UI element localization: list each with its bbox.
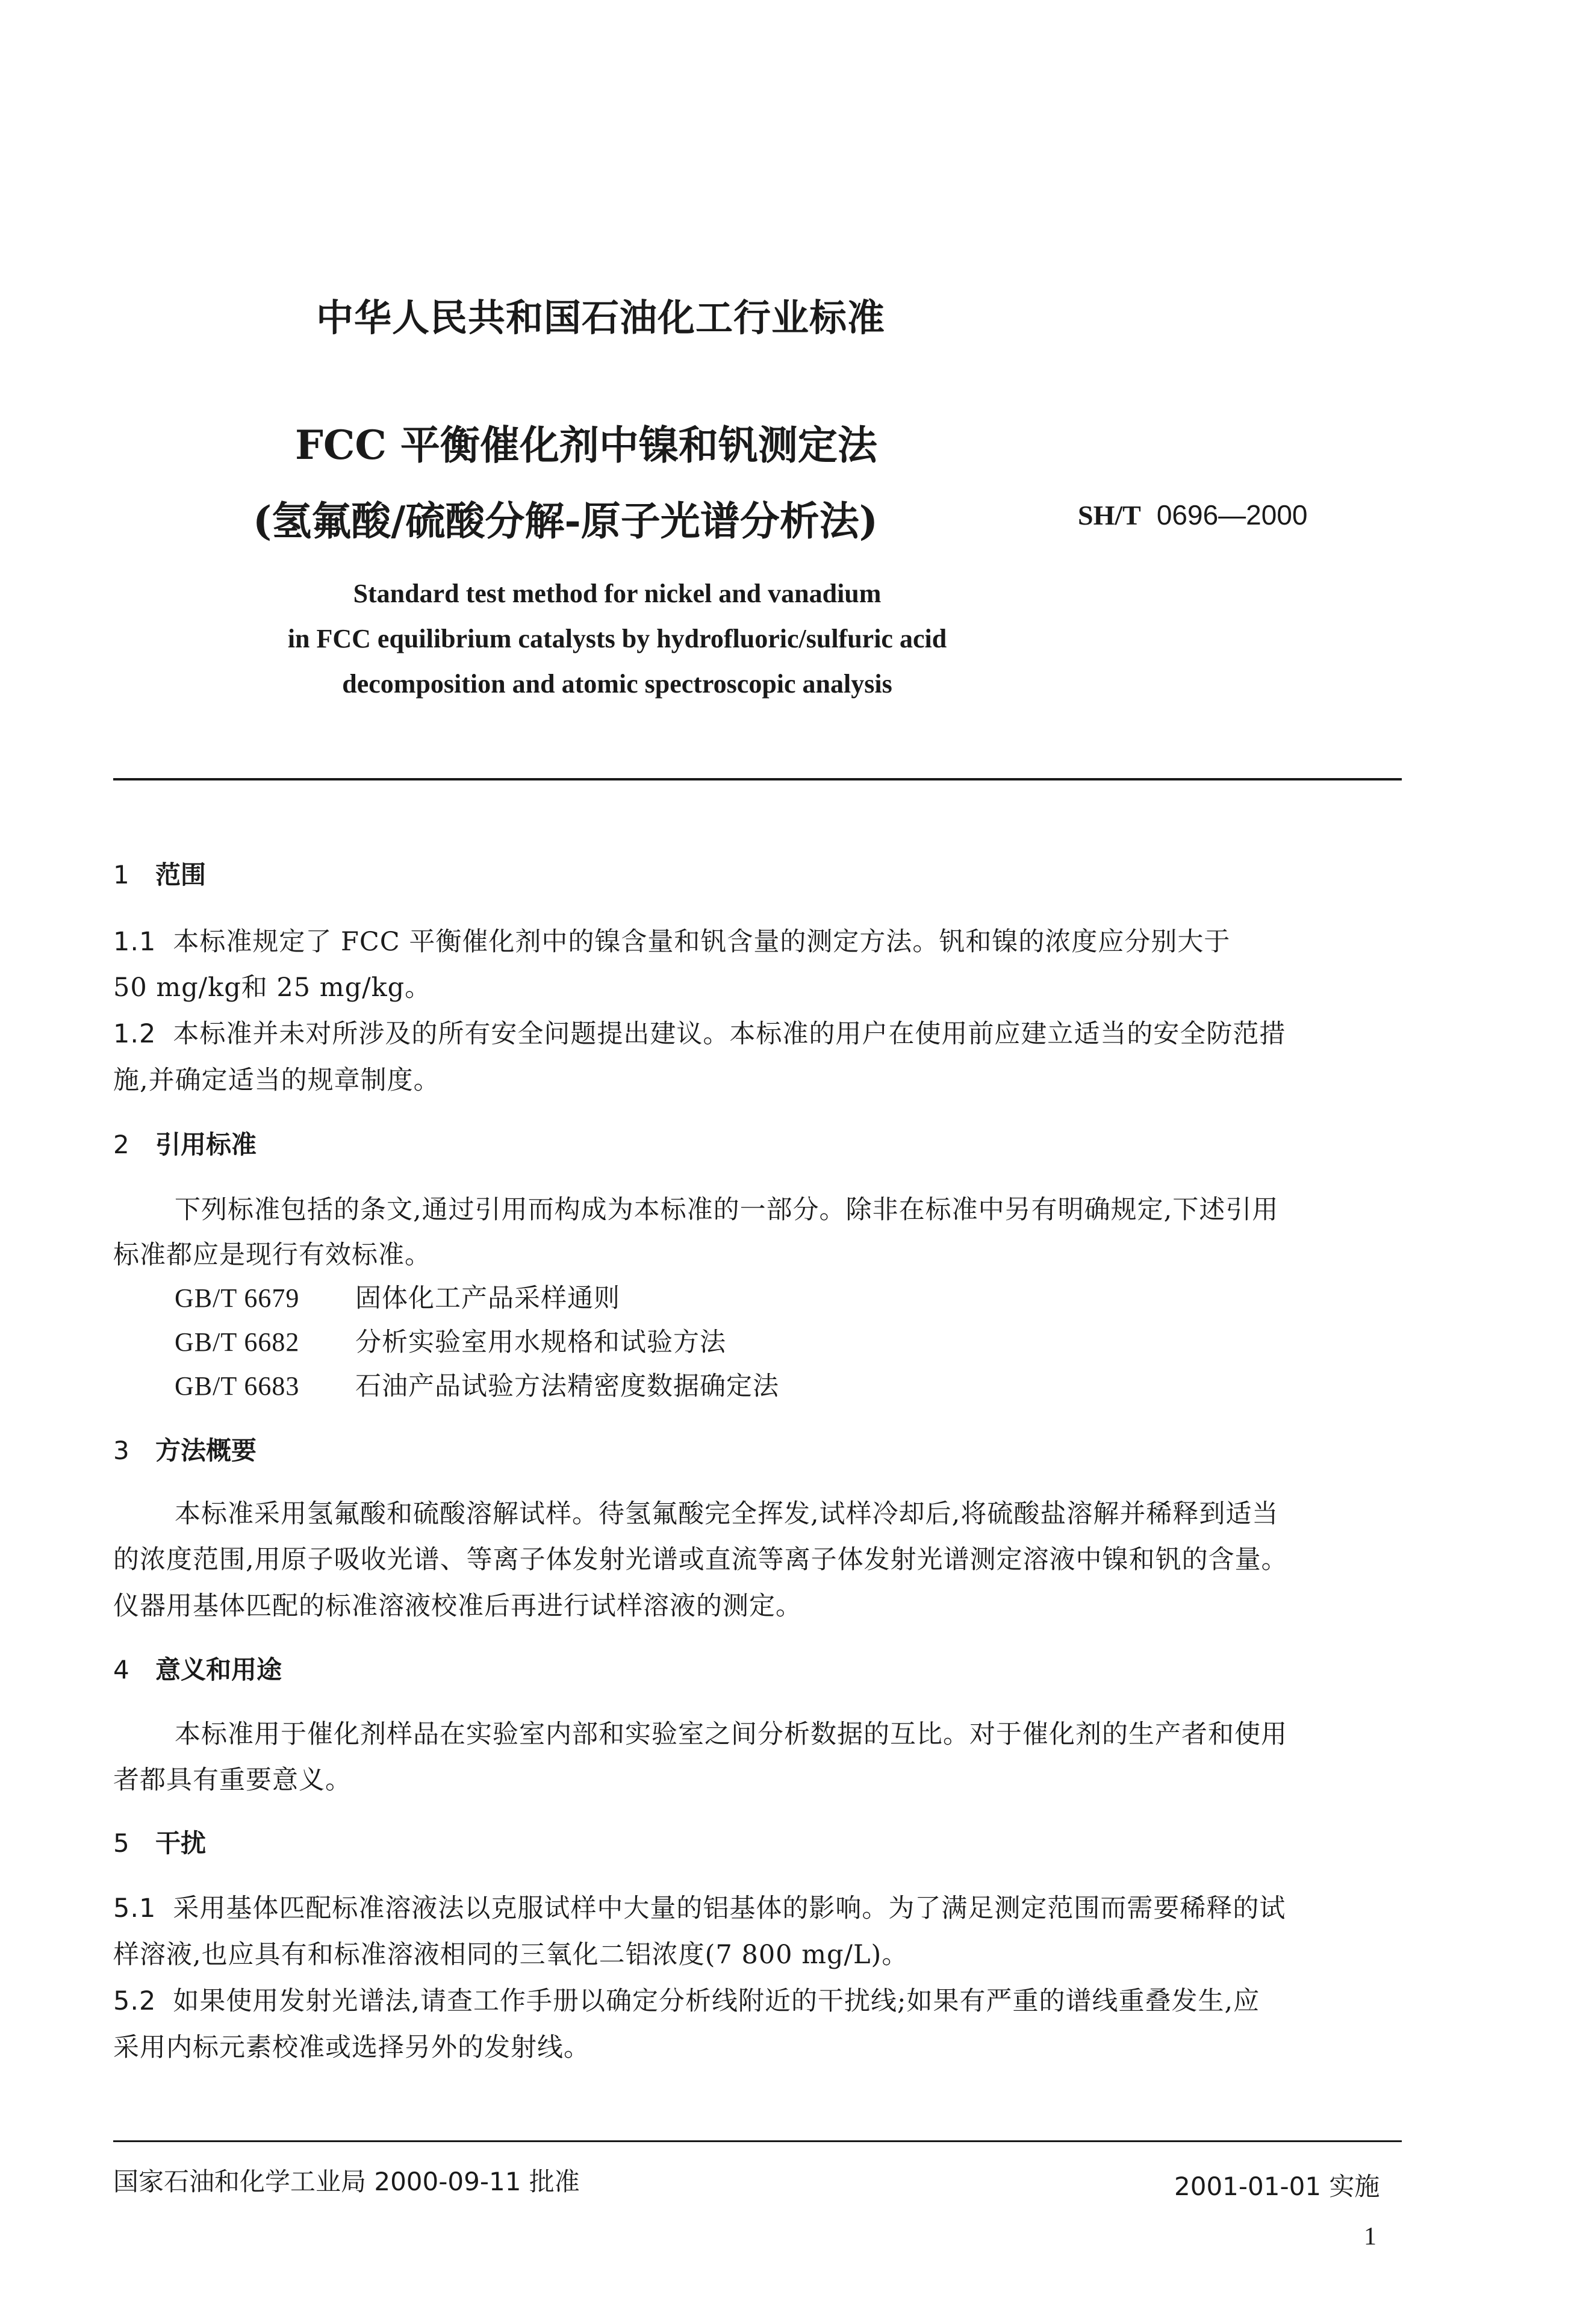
reference-code: GB/T 6682 bbox=[175, 1327, 300, 1357]
page-number: 1 bbox=[1364, 2223, 1376, 2251]
clause-number: 1.2 bbox=[113, 1019, 157, 1049]
reference-code: GB/T 6683 bbox=[175, 1371, 300, 1401]
clause-text: 如果使用发射光谱法,请查工作手册以确定分析线附近的干扰线;如果有严重的谱线重叠发生,应 bbox=[173, 1986, 1260, 2016]
clause-5-2-line1 bbox=[113, 1981, 1260, 2017]
title-en-line3: decomposition and atomic spectroscopic analysis bbox=[342, 669, 892, 699]
title-cn-line1: FCC 平衡催化剂中镍和钒测定法 bbox=[295, 422, 877, 469]
section-title: 干扰 bbox=[155, 1828, 207, 1858]
section-title: 范围 bbox=[155, 860, 207, 889]
section-4-heading bbox=[113, 1650, 282, 1686]
section-5-heading bbox=[113, 1824, 206, 1860]
clause-number: 5.1 bbox=[113, 1893, 157, 1924]
standard-code: 0696—2000 bbox=[1156, 499, 1308, 531]
section-1-heading bbox=[113, 855, 206, 891]
reference-code: GB/T 6679 bbox=[175, 1283, 300, 1313]
section-3-heading bbox=[113, 1431, 257, 1467]
section-3-para-line2: 的浓度范围,用原子吸收光谱、等离子体发射光谱或直流等离子体发射光谱测定溶液中镍和钒的含量。 bbox=[113, 1545, 1288, 1575]
section-title: 意义和用途 bbox=[155, 1655, 282, 1684]
clause-1-2-line2: 施,并确定适当的规章制度。 bbox=[113, 1065, 440, 1095]
section-2-para-line1: 下列标准包括的条文,通过引用而构成为本标准的一部分。除非在标准中另有明确规定,下述引用 bbox=[175, 1195, 1279, 1225]
implementation-date: 2001-01-01 实施 bbox=[1174, 2172, 1380, 2201]
header-divider bbox=[113, 778, 1402, 780]
issuing-organization: 中华人民共和国石油化工行业标准 bbox=[316, 296, 886, 340]
section-4-para-line1: 本标准用于催化剂样品在实验室内部和实验室之间分析数据的互比。对于催化剂的生产者和使用 bbox=[175, 1719, 1287, 1749]
title-cn-line2: (氢氟酸/硫酸分解-原子光谱分析法) bbox=[253, 497, 878, 544]
title-en-line2: in FCC equilibrium catalysts by hydrofluoric/sulfuric acid bbox=[287, 624, 947, 653]
section-3-para-line3: 仪器用基体匹配的标准溶液校准后再进行试样溶液的测定。 bbox=[113, 1591, 802, 1621]
reference-title: 固体化工产品采样通则 bbox=[355, 1283, 620, 1313]
section-3-para-line1: 本标准采用氢氟酸和硫酸溶解试样。待氢氟酸完全挥发,试样冷却后,将硫酸盐溶解并稀释到适当 bbox=[175, 1499, 1279, 1529]
clause-text: 本标准规定了 FCC 平衡催化剂中的镍含量和钒含量的测定方法。钒和镍的浓度应分别大于 bbox=[173, 927, 1231, 957]
clause-number: 5.2 bbox=[113, 1986, 157, 2016]
section-number: 2 bbox=[113, 1130, 129, 1159]
reference-title: 石油产品试验方法精密度数据确定法 bbox=[355, 1371, 779, 1401]
clause-5-1-line2: 样溶液,也应具有和标准溶液相同的三氧化二铝浓度(7 800 mg/L)。 bbox=[113, 1940, 909, 1970]
approval-statement: 国家石油和化学工业局 2000-09-11 批准 bbox=[113, 2167, 580, 2196]
section-2-heading bbox=[113, 1125, 257, 1161]
standard-number bbox=[1078, 499, 1308, 531]
clause-1-1-line2: 50 mg/kg和 25 mg/kg。 bbox=[113, 973, 432, 1003]
section-title: 引用标准 bbox=[155, 1130, 257, 1159]
footer-divider bbox=[113, 2140, 1402, 2142]
clause-number: 1.1 bbox=[113, 927, 157, 957]
section-number: 5 bbox=[113, 1828, 129, 1858]
section-2-para-line2: 标准都应是现行有效标准。 bbox=[113, 1240, 431, 1270]
section-title: 方法概要 bbox=[155, 1436, 257, 1465]
reference-item bbox=[175, 1366, 779, 1403]
standard-prefix: SH/T bbox=[1078, 500, 1141, 531]
clause-5-1-line1 bbox=[113, 1888, 1286, 1925]
clause-5-2-line2: 采用内标元素校准或选择另外的发射线。 bbox=[113, 2033, 590, 2063]
clause-text: 采用基体匹配标准溶液法以克服试样中大量的铝基体的影响。为了满足测定范围而需要稀释的试 bbox=[173, 1893, 1286, 1924]
reference-item bbox=[175, 1278, 620, 1315]
title-en-line1: Standard test method for nickel and vanadium bbox=[353, 579, 882, 608]
clause-1-2-line1 bbox=[113, 1014, 1286, 1050]
section-number: 1 bbox=[113, 860, 129, 889]
section-number: 3 bbox=[113, 1436, 129, 1465]
reference-item bbox=[175, 1322, 726, 1359]
reference-title: 分析实验室用水规格和试验方法 bbox=[355, 1327, 726, 1357]
section-number: 4 bbox=[113, 1655, 129, 1684]
clause-text: 本标准并未对所涉及的所有安全问题提出建议。本标准的用户在使用前应建立适当的安全防范措 bbox=[173, 1019, 1286, 1049]
clause-1-1-line1 bbox=[113, 921, 1230, 958]
section-4-para-line2: 者都具有重要意义。 bbox=[113, 1765, 352, 1795]
